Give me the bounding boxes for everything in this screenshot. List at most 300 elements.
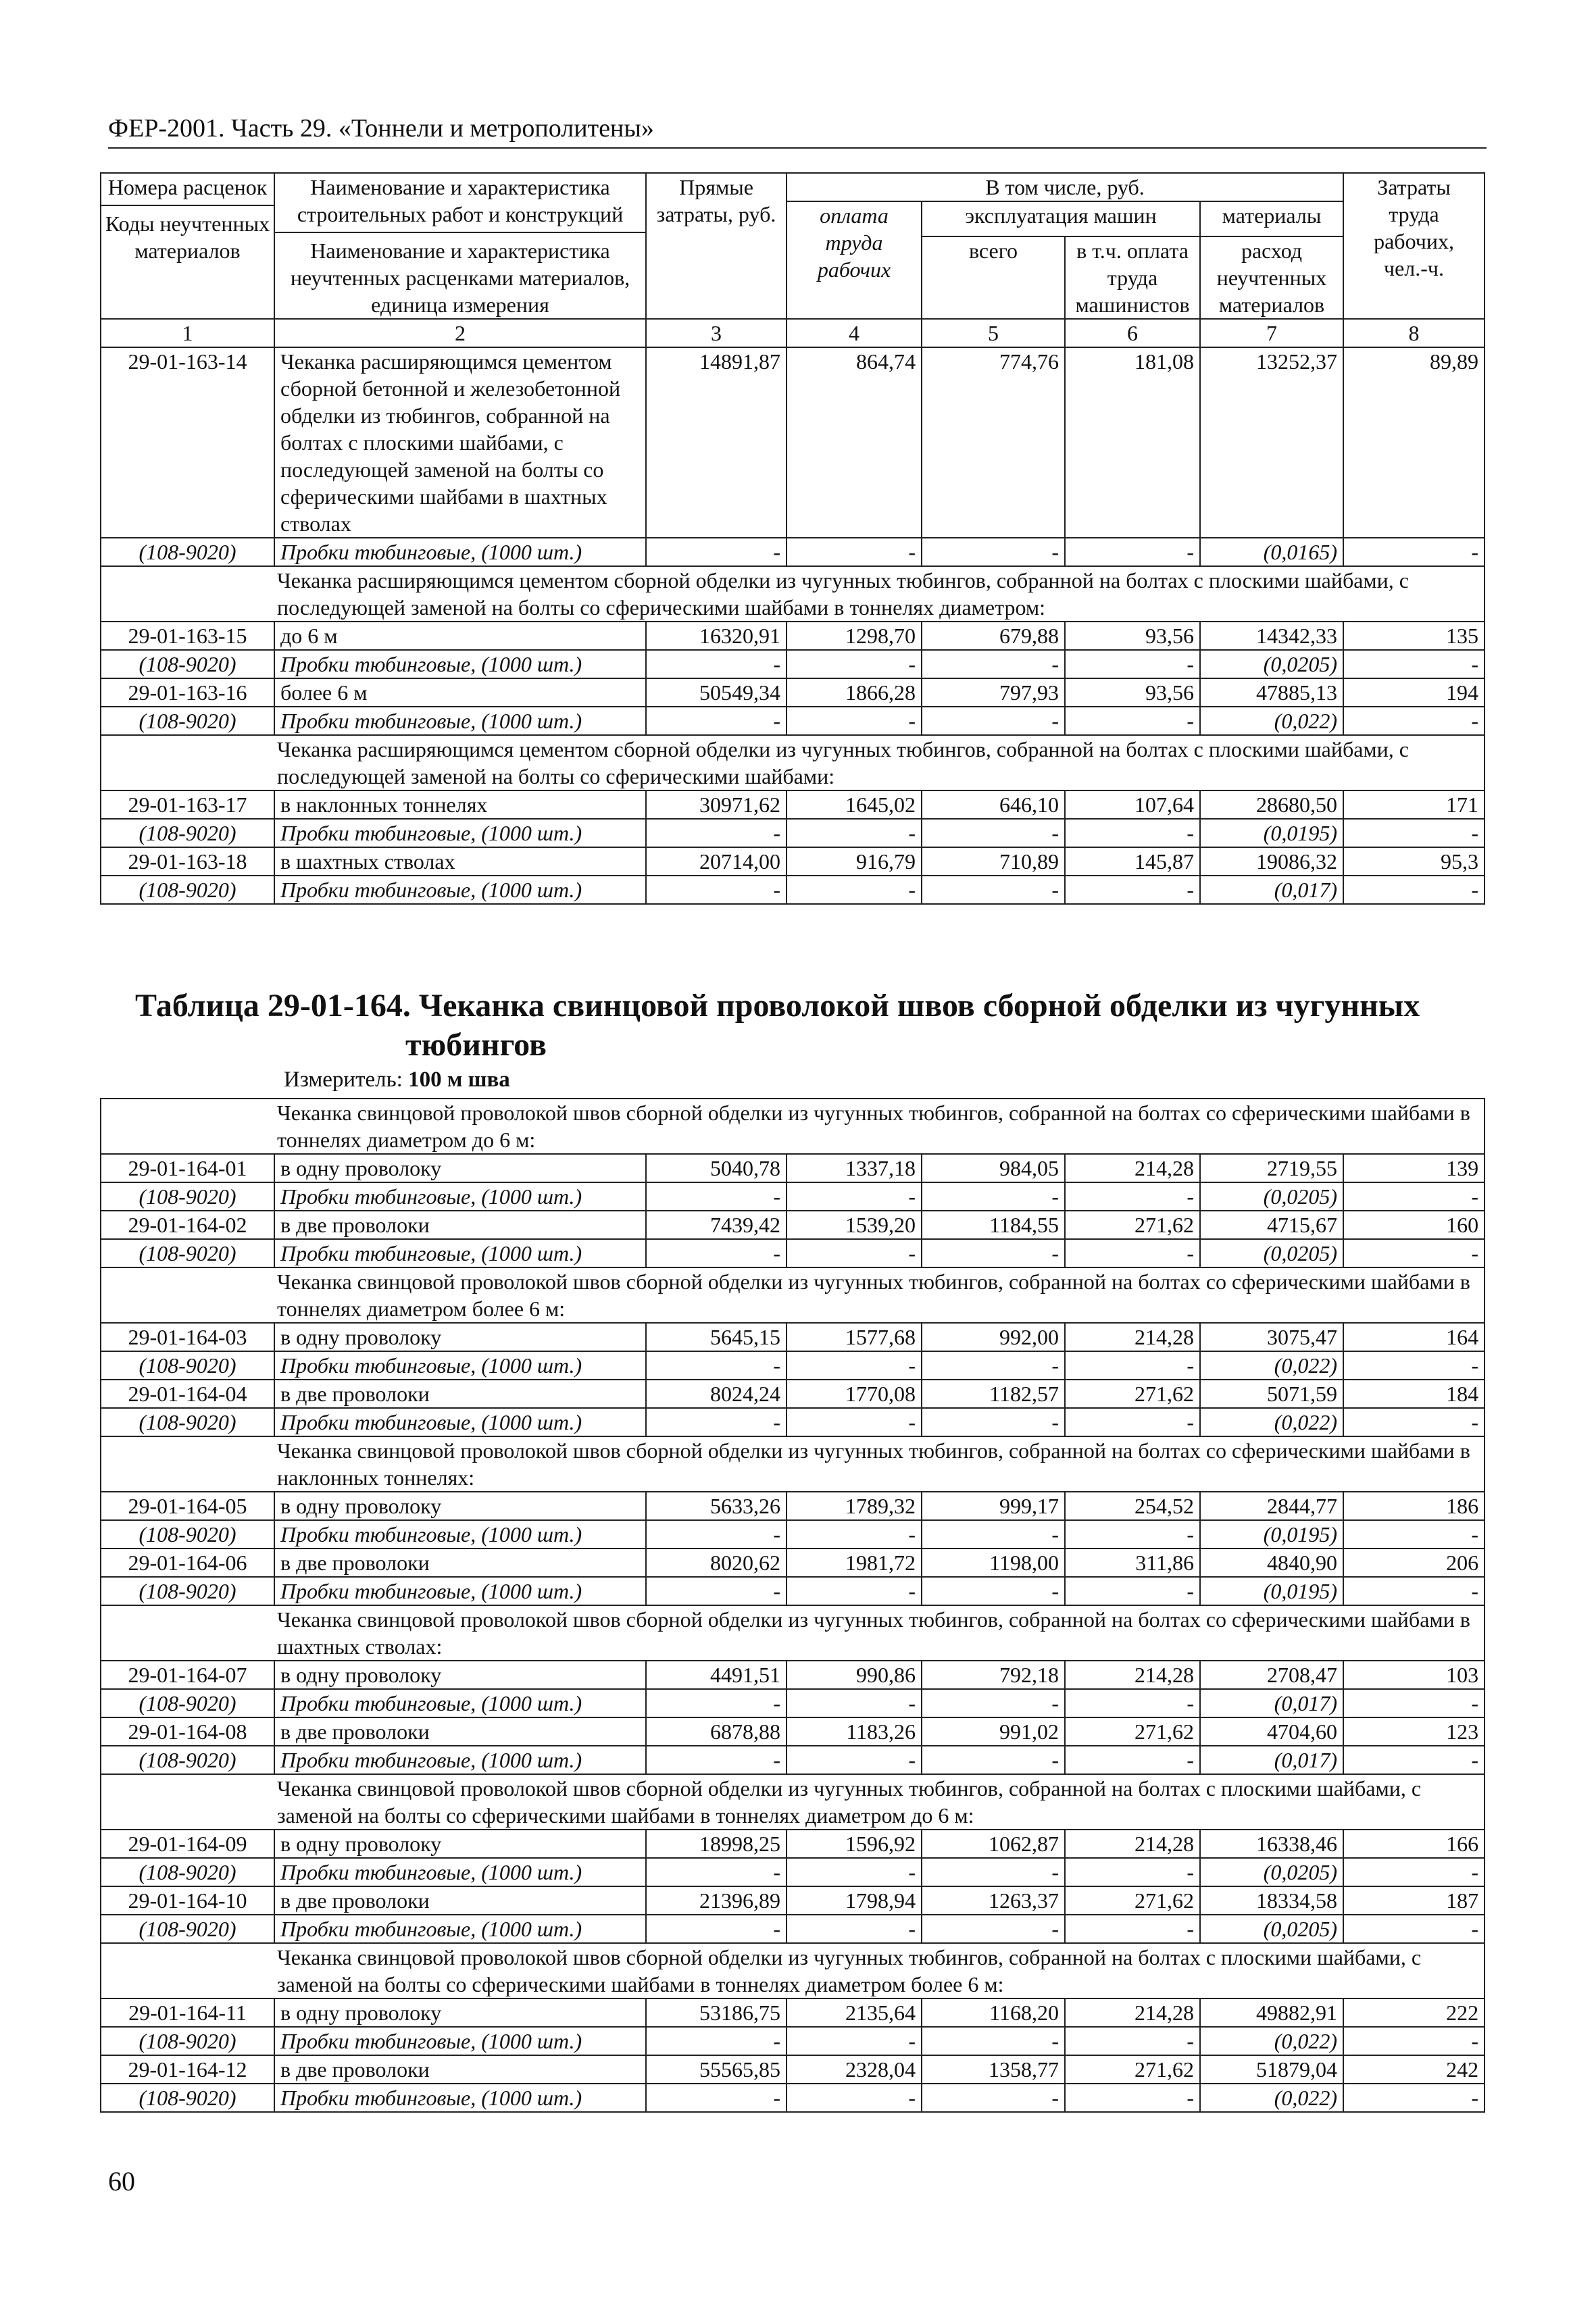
measure-value: 100 м шва — [408, 1067, 510, 1092]
materials-cost: 13252,37 — [1200, 347, 1343, 538]
page-number: 60 — [108, 2166, 135, 2196]
machines-cost: - — [922, 2084, 1065, 2112]
material-use: (0,017) — [1200, 876, 1343, 904]
direct-cost: 16320,91 — [646, 622, 787, 650]
rate-row — [101, 622, 1485, 650]
wages-cost: 1866,28 — [787, 678, 922, 707]
machinist-wages: - — [1065, 1239, 1200, 1267]
machinist-wages: - — [1065, 1520, 1200, 1549]
direct-cost: - — [646, 1858, 787, 1886]
material-name: Пробки тюбинговые, (1000 шт.) — [274, 538, 646, 566]
materials-cost: 19086,32 — [1200, 847, 1343, 876]
machines-cost: 991,02 — [922, 1717, 1065, 1746]
work-name: в шахтных стволах — [274, 847, 646, 876]
material-code: (108-9020) — [101, 538, 274, 566]
wages-cost: 1337,18 — [787, 1154, 922, 1182]
labor-cost: 139 — [1343, 1154, 1485, 1182]
materials-cost: 4715,67 — [1200, 1211, 1343, 1239]
machinist-wages: - — [1065, 1746, 1200, 1774]
direct-cost: 14891,87 — [646, 347, 787, 538]
group-heading: Чеканка свинцовой проволокой швов сборной обделки из чугунных тюбингов, собранной на болтах со сферическими шайбами в тоннелях диаметром более 6 м: — [101, 1267, 1485, 1323]
machines-cost: - — [922, 1182, 1065, 1211]
work-name: в одну проволоку — [274, 1661, 646, 1689]
material-use: (0,022) — [1200, 1351, 1343, 1380]
machinist-wages: - — [1065, 2084, 1200, 2112]
material-use: (0,017) — [1200, 1746, 1343, 1774]
machinist-wages: - — [1065, 650, 1200, 678]
wages-cost: 1789,32 — [787, 1492, 922, 1520]
materials-cost: 5071,59 — [1200, 1380, 1343, 1408]
machinist-wages: 271,62 — [1065, 1886, 1200, 1915]
col-num: 1 — [101, 319, 274, 347]
wages-cost: 990,86 — [787, 1661, 922, 1689]
machines-cost: - — [922, 1351, 1065, 1380]
direct-cost: - — [646, 1351, 787, 1380]
direct-cost: 30971,62 — [646, 790, 787, 819]
header-materials-use: расход неучтенных материалов — [1200, 236, 1343, 319]
table-title-line1: Таблица 29-01-164. Чеканка свинцовой проволокой швов сборной обделки из чугунных — [135, 988, 1420, 1024]
material-name: Пробки тюбинговые, (1000 шт.) — [274, 819, 646, 847]
materials-cost: 16338,46 — [1200, 1830, 1343, 1858]
material-use: (0,0195) — [1200, 1520, 1343, 1549]
measure-label: Измеритель: — [284, 1067, 403, 1092]
machines-cost: - — [922, 1858, 1065, 1886]
labor-cost: 242 — [1343, 2055, 1485, 2084]
table-title — [135, 986, 1473, 1065]
machines-cost: 1182,57 — [922, 1380, 1065, 1408]
material-name: Пробки тюбинговые, (1000 шт.) — [274, 650, 646, 678]
labor-cost: - — [1343, 2084, 1485, 2112]
machines-cost: 792,18 — [922, 1661, 1065, 1689]
labor-cost: - — [1343, 707, 1485, 735]
machinist-wages: 214,28 — [1065, 1154, 1200, 1182]
work-name: в одну проволоку — [274, 1830, 646, 1858]
header-machines: эксплуатация машин — [922, 201, 1200, 236]
wages-cost: - — [787, 650, 922, 678]
wages-cost: - — [787, 707, 922, 735]
group-heading: Чеканка свинцовой проволокой швов сборной обделки из чугунных тюбингов, собранной на болтах со сферическими шайбами в тоннелях диаметром до 6 м: — [101, 1099, 1485, 1154]
labor-cost: 222 — [1343, 1998, 1485, 2027]
group-heading-row — [101, 1436, 1485, 1492]
group-heading: Чеканка свинцовой проволокой швов сборной обделки из чугунных тюбингов, собранной на болтах со сферическими шайбами в шахтных стволах: — [101, 1605, 1485, 1661]
wages-cost: - — [787, 2084, 922, 2112]
rate-code: 29-01-163-14 — [101, 347, 274, 538]
col-num: 4 — [787, 319, 922, 347]
group-heading: Чеканка свинцовой проволокой швов сборной обделки из чугунных тюбингов, собранной на болтах с плоскими шайбами, с заменой на болты со сферическими шайбами в тоннелях диаметром более 6 м: — [101, 1943, 1485, 1998]
direct-cost: 55565,85 — [646, 2055, 787, 2084]
group-heading: Чеканка расширяющимся цементом сборной обделки из чугунных тюбингов, собранной на болтах с плоскими шайбами, с последующей заменой на болты со сферическими шайбами в тоннелях диаметром: — [101, 566, 1485, 622]
material-name: Пробки тюбинговые, (1000 шт.) — [274, 1915, 646, 1943]
labor-cost: - — [1343, 1239, 1485, 1267]
material-code: (108-9020) — [101, 650, 274, 678]
machines-cost: 797,93 — [922, 678, 1065, 707]
direct-cost: 5040,78 — [646, 1154, 787, 1182]
col-num: 8 — [1343, 319, 1485, 347]
wages-cost: - — [787, 538, 922, 566]
direct-cost: 18998,25 — [646, 1830, 787, 1858]
table-body-bottom — [101, 1099, 1485, 2112]
work-name: в две проволоки — [274, 1886, 646, 1915]
wages-cost: - — [787, 1351, 922, 1380]
machines-cost: 1358,77 — [922, 2055, 1065, 2084]
labor-cost: - — [1343, 876, 1485, 904]
header-name — [274, 173, 646, 319]
machinist-wages: - — [1065, 1915, 1200, 1943]
rate-row — [101, 1154, 1485, 1182]
wages-cost: - — [787, 1239, 922, 1267]
direct-cost: - — [646, 1182, 787, 1211]
machines-cost: 992,00 — [922, 1323, 1065, 1351]
group-heading-row — [101, 566, 1485, 622]
rate-code: 29-01-164-12 — [101, 2055, 274, 2084]
machinist-wages: - — [1065, 707, 1200, 735]
rate-code: 29-01-163-16 — [101, 678, 274, 707]
labor-cost: - — [1343, 650, 1485, 678]
machinist-wages: 107,64 — [1065, 790, 1200, 819]
header-including: В том числе, руб. — [787, 173, 1343, 201]
work-name: в две проволоки — [274, 1380, 646, 1408]
materials-cost: 14342,33 — [1200, 622, 1343, 650]
wages-cost: 1596,92 — [787, 1830, 922, 1858]
machinist-wages: 214,28 — [1065, 1998, 1200, 2027]
wages-cost: 2328,04 — [787, 2055, 922, 2084]
rate-row — [101, 1830, 1485, 1858]
material-name: Пробки тюбинговые, (1000 шт.) — [274, 1239, 646, 1267]
wages-cost: 864,74 — [787, 347, 922, 538]
machinist-wages: - — [1065, 1689, 1200, 1717]
machines-cost: 999,17 — [922, 1492, 1065, 1520]
machinist-wages: - — [1065, 1351, 1200, 1380]
material-use: (0,022) — [1200, 707, 1343, 735]
labor-cost: 171 — [1343, 790, 1485, 819]
material-code: (108-9020) — [101, 1351, 274, 1380]
rate-row — [101, 1492, 1485, 1520]
rates-table-top — [100, 172, 1485, 905]
rate-code: 29-01-163-18 — [101, 847, 274, 876]
material-row — [101, 876, 1485, 904]
rate-row — [101, 2055, 1485, 2084]
machines-cost: - — [922, 876, 1065, 904]
material-row — [101, 1182, 1485, 1211]
header-direct: Прямые затраты, руб. — [646, 173, 787, 319]
machinist-wages: 271,62 — [1065, 1380, 1200, 1408]
machinist-wages: - — [1065, 876, 1200, 904]
wages-cost: - — [787, 1408, 922, 1436]
material-code: (108-9020) — [101, 1520, 274, 1549]
group-heading: Чеканка свинцовой проволокой швов сборной обделки из чугунных тюбингов, собранной на болтах со сферическими шайбами в наклонных тоннелях: — [101, 1436, 1485, 1492]
machines-cost: - — [922, 1408, 1065, 1436]
wages-cost: 1981,72 — [787, 1549, 922, 1577]
rate-row — [101, 1661, 1485, 1689]
machinist-wages: - — [1065, 1408, 1200, 1436]
materials-cost: 3075,47 — [1200, 1323, 1343, 1351]
direct-cost: 8020,62 — [646, 1549, 787, 1577]
material-row — [101, 1915, 1485, 1943]
material-code: (108-9020) — [101, 1915, 274, 1943]
direct-cost: - — [646, 2084, 787, 2112]
material-code: (108-9020) — [101, 1746, 274, 1774]
machinist-wages: 271,62 — [1065, 1211, 1200, 1239]
machinist-wages: 214,28 — [1065, 1661, 1200, 1689]
material-code: (108-9020) — [101, 876, 274, 904]
group-heading-row — [101, 1943, 1485, 1998]
col-num: 7 — [1200, 319, 1343, 347]
material-name: Пробки тюбинговые, (1000 шт.) — [274, 1858, 646, 1886]
machines-cost: - — [922, 707, 1065, 735]
machinist-wages: 181,08 — [1065, 347, 1200, 538]
material-code: (108-9020) — [101, 1689, 274, 1717]
work-name: Чеканка расширяющимся цементом сборной бетонной и железобетонной обделки из тюбингов, собранной на болтах с плоскими шайбами, с последующей заменой на болты со сферическими шайбами в шахтных стволах — [274, 347, 646, 538]
direct-cost: - — [646, 819, 787, 847]
machines-cost: 1184,55 — [922, 1211, 1065, 1239]
machines-cost: 984,05 — [922, 1154, 1065, 1182]
machines-cost: - — [922, 1520, 1065, 1549]
header-machines-wages: в т.ч. оплата труда машинистов — [1065, 236, 1200, 319]
machinist-wages: - — [1065, 2027, 1200, 2055]
rate-code: 29-01-164-06 — [101, 1549, 274, 1577]
machinist-wages: 214,28 — [1065, 1323, 1200, 1351]
table-body-top — [101, 347, 1485, 904]
header-machines-total: всего — [922, 236, 1065, 319]
material-code: (108-9020) — [101, 1408, 274, 1436]
rate-row — [101, 1717, 1485, 1746]
machines-cost: 679,88 — [922, 622, 1065, 650]
direct-cost: - — [646, 538, 787, 566]
machines-cost: - — [922, 650, 1065, 678]
direct-cost: - — [646, 1520, 787, 1549]
material-name: Пробки тюбинговые, (1000 шт.) — [274, 707, 646, 735]
page-header: ФЕР-2001. Часть 29. «Тоннели и метрополитены» — [108, 114, 1487, 149]
material-row — [101, 1746, 1485, 1774]
material-row — [101, 2084, 1485, 2112]
group-heading: Чеканка свинцовой проволокой швов сборной обделки из чугунных тюбингов, собранной на болтах с плоскими шайбами, с заменой на болты со сферическими шайбами в тоннелях диаметром до 6 м: — [101, 1774, 1485, 1830]
machines-cost: - — [922, 1915, 1065, 1943]
rate-code: 29-01-164-11 — [101, 1998, 274, 2027]
work-name: в две проволоки — [274, 1717, 646, 1746]
material-use: (0,0205) — [1200, 1239, 1343, 1267]
labor-cost: 123 — [1343, 1717, 1485, 1746]
material-name: Пробки тюбинговые, (1000 шт.) — [274, 1577, 646, 1605]
wages-cost: 2135,64 — [787, 1998, 922, 2027]
work-name: более 6 м — [274, 678, 646, 707]
rate-row — [101, 1211, 1485, 1239]
work-name: в одну проволоку — [274, 1998, 646, 2027]
wages-cost: - — [787, 819, 922, 847]
material-use: (0,0205) — [1200, 1915, 1343, 1943]
header-numbers — [101, 319, 1485, 347]
table-header — [101, 173, 1485, 347]
labor-cost: 194 — [1343, 678, 1485, 707]
labor-cost: - — [1343, 1858, 1485, 1886]
materials-cost: 18334,58 — [1200, 1886, 1343, 1915]
wages-cost: - — [787, 1689, 922, 1717]
material-code: (108-9020) — [101, 819, 274, 847]
machines-cost: - — [922, 2027, 1065, 2055]
labor-cost: 184 — [1343, 1380, 1485, 1408]
material-name: Пробки тюбинговые, (1000 шт.) — [274, 876, 646, 904]
direct-cost: - — [646, 1915, 787, 1943]
direct-cost: 4491,51 — [646, 1661, 787, 1689]
material-use: (0,022) — [1200, 2084, 1343, 2112]
direct-cost: 20714,00 — [646, 847, 787, 876]
materials-cost: 2719,55 — [1200, 1154, 1343, 1182]
material-use: (0,022) — [1200, 2027, 1343, 2055]
rate-row — [101, 790, 1485, 819]
rate-code: 29-01-164-07 — [101, 1661, 274, 1689]
materials-cost: 4704,60 — [1200, 1717, 1343, 1746]
machinist-wages: - — [1065, 538, 1200, 566]
materials-cost: 2708,47 — [1200, 1661, 1343, 1689]
direct-cost: - — [646, 1408, 787, 1436]
header-name-top: Наименование и характеристика строительных работ и конструкций — [297, 175, 624, 226]
machines-cost: - — [922, 538, 1065, 566]
wages-cost: 1798,94 — [787, 1886, 922, 1915]
header-materials: материалы — [1200, 201, 1343, 236]
wages-cost: - — [787, 1915, 922, 1943]
work-name: в наклонных тоннелях — [274, 790, 646, 819]
group-heading-row — [101, 1774, 1485, 1830]
labor-cost: - — [1343, 1746, 1485, 1774]
direct-cost: 7439,42 — [646, 1211, 787, 1239]
rate-row — [101, 847, 1485, 876]
rate-row — [101, 678, 1485, 707]
material-row — [101, 1351, 1485, 1380]
labor-cost: - — [1343, 538, 1485, 566]
material-row — [101, 538, 1485, 566]
wages-cost: - — [787, 1182, 922, 1211]
material-code: (108-9020) — [101, 2084, 274, 2112]
rate-row — [101, 1323, 1485, 1351]
material-code: (108-9020) — [101, 1577, 274, 1605]
material-row — [101, 1689, 1485, 1717]
wages-cost: - — [787, 2027, 922, 2055]
material-row — [101, 1408, 1485, 1436]
rate-code: 29-01-164-09 — [101, 1830, 274, 1858]
labor-cost: 166 — [1343, 1830, 1485, 1858]
direct-cost: 6878,88 — [646, 1717, 787, 1746]
labor-cost: - — [1343, 2027, 1485, 2055]
materials-cost: 51879,04 — [1200, 2055, 1343, 2084]
wages-cost: - — [787, 1858, 922, 1886]
labor-cost: 206 — [1343, 1549, 1485, 1577]
labor-cost: - — [1343, 1577, 1485, 1605]
material-code: (108-9020) — [101, 2027, 274, 2055]
machines-cost: 1198,00 — [922, 1549, 1065, 1577]
labor-cost: - — [1343, 1408, 1485, 1436]
wages-cost: - — [787, 1577, 922, 1605]
labor-cost: 89,89 — [1343, 347, 1485, 538]
material-row — [101, 2027, 1485, 2055]
material-use: (0,0205) — [1200, 650, 1343, 678]
material-row — [101, 650, 1485, 678]
labor-cost: - — [1343, 1689, 1485, 1717]
machinist-wages: - — [1065, 1577, 1200, 1605]
group-heading-row — [101, 1267, 1485, 1323]
direct-cost: - — [646, 1746, 787, 1774]
machinist-wages: 254,52 — [1065, 1492, 1200, 1520]
material-name: Пробки тюбинговые, (1000 шт.) — [274, 2084, 646, 2112]
machinist-wages: - — [1065, 819, 1200, 847]
rates-table-bottom — [100, 1098, 1485, 2113]
col-num: 5 — [922, 319, 1065, 347]
col-num: 3 — [646, 319, 787, 347]
group-heading-row — [101, 735, 1485, 790]
direct-cost: 53186,75 — [646, 1998, 787, 2027]
materials-cost: 28680,50 — [1200, 790, 1343, 819]
rate-code: 29-01-164-05 — [101, 1492, 274, 1520]
material-row — [101, 819, 1485, 847]
material-name: Пробки тюбинговые, (1000 шт.) — [274, 1689, 646, 1717]
header-labor: Затраты труда рабочих, чел.-ч. — [1343, 173, 1485, 319]
wages-cost: 916,79 — [787, 847, 922, 876]
rate-code: 29-01-164-02 — [101, 1211, 274, 1239]
wages-cost: 1183,26 — [787, 1717, 922, 1746]
wages-cost: 1577,68 — [787, 1323, 922, 1351]
rate-code: 29-01-164-08 — [101, 1717, 274, 1746]
header-code-bottom: Коды неучтенных материалов — [101, 205, 274, 264]
wages-cost: 1770,08 — [787, 1380, 922, 1408]
material-use: (0,022) — [1200, 1408, 1343, 1436]
machinist-wages: - — [1065, 1182, 1200, 1211]
rate-row — [101, 1998, 1485, 2027]
labor-cost: 95,3 — [1343, 847, 1485, 876]
wages-cost: - — [787, 1520, 922, 1549]
labor-cost: - — [1343, 819, 1485, 847]
work-name: в одну проволоку — [274, 1492, 646, 1520]
material-use: (0,0195) — [1200, 1577, 1343, 1605]
material-code: (108-9020) — [101, 1858, 274, 1886]
material-row — [101, 1239, 1485, 1267]
work-name: в две проволоки — [274, 2055, 646, 2084]
materials-cost: 2844,77 — [1200, 1492, 1343, 1520]
labor-cost: 186 — [1343, 1492, 1485, 1520]
wages-cost: - — [787, 876, 922, 904]
machines-cost: 646,10 — [922, 790, 1065, 819]
labor-cost: - — [1343, 1520, 1485, 1549]
rate-row — [101, 1886, 1485, 1915]
labor-cost: 160 — [1343, 1211, 1485, 1239]
materials-cost: 49882,91 — [1200, 1998, 1343, 2027]
labor-cost: - — [1343, 1351, 1485, 1380]
direct-cost: 5633,26 — [646, 1492, 787, 1520]
machinist-wages: 93,56 — [1065, 622, 1200, 650]
header-code — [101, 173, 274, 319]
rate-code: 29-01-163-17 — [101, 790, 274, 819]
materials-cost: 4840,90 — [1200, 1549, 1343, 1577]
machinist-wages: 271,62 — [1065, 2055, 1200, 2084]
labor-cost: 135 — [1343, 622, 1485, 650]
machines-cost: - — [922, 1746, 1065, 1774]
labor-cost: 164 — [1343, 1323, 1485, 1351]
rate-code: 29-01-164-01 — [101, 1154, 274, 1182]
machines-cost: 1062,87 — [922, 1830, 1065, 1858]
material-use: (0,017) — [1200, 1689, 1343, 1717]
machines-cost: - — [922, 1239, 1065, 1267]
rate-code: 29-01-164-03 — [101, 1323, 274, 1351]
material-use: (0,0195) — [1200, 819, 1343, 847]
group-heading: Чеканка расширяющимся цементом сборной обделки из чугунных тюбингов, собранной на болтах с плоскими шайбами, с последующей заменой на болты со сферическими шайбами: — [101, 735, 1485, 790]
work-name: в две проволоки — [274, 1211, 646, 1239]
wages-cost: 1298,70 — [787, 622, 922, 650]
machines-cost: - — [922, 1577, 1065, 1605]
wages-cost: - — [787, 1746, 922, 1774]
material-row — [101, 707, 1485, 735]
rate-code: 29-01-164-04 — [101, 1380, 274, 1408]
work-name: в одну проволоку — [274, 1323, 646, 1351]
material-name: Пробки тюбинговые, (1000 шт.) — [274, 2027, 646, 2055]
rate-code: 29-01-164-10 — [101, 1886, 274, 1915]
header-code-top: Номера расценок — [107, 175, 268, 199]
